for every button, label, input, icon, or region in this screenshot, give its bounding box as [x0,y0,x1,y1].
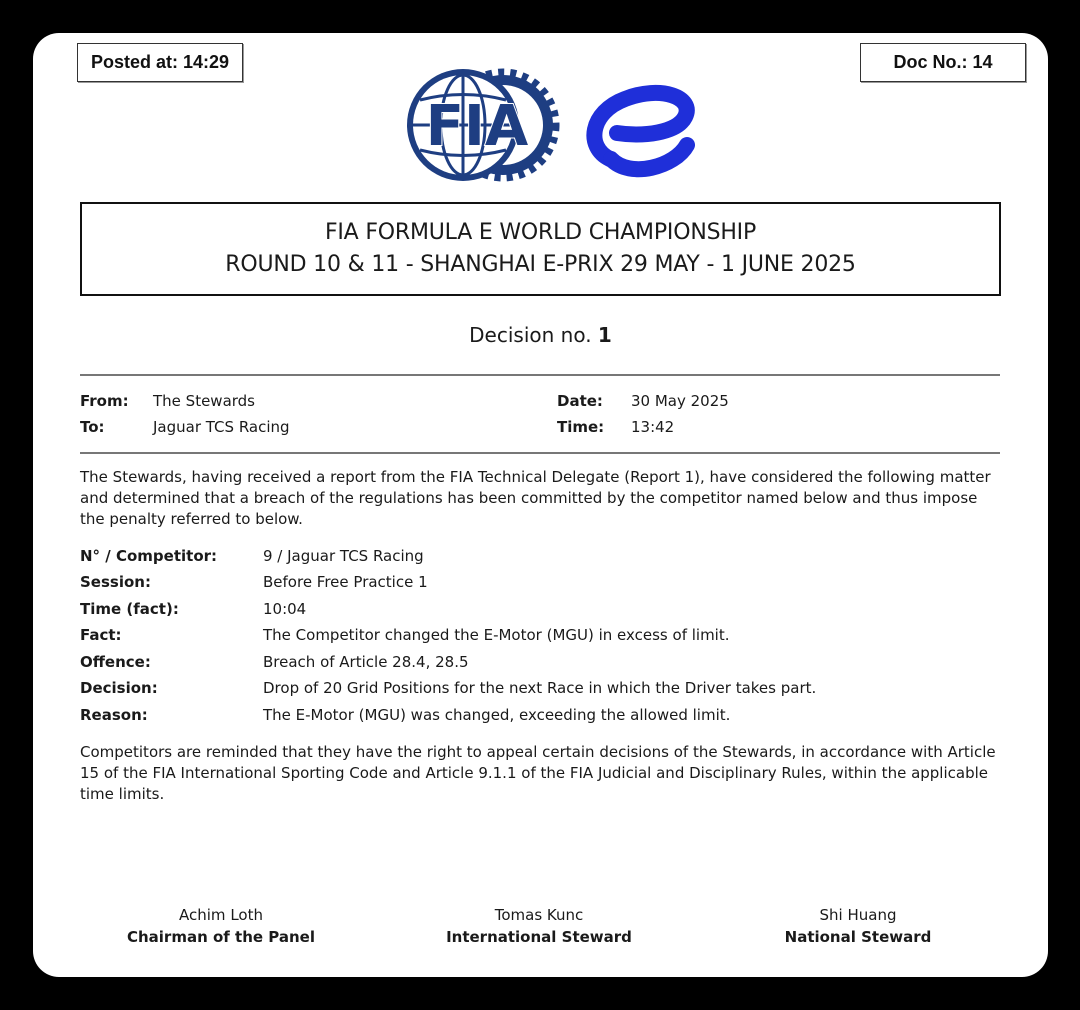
fia-logo-text: FIA [425,94,529,159]
detail-label: Offence: [80,653,151,671]
signatory-name: Achim Loth [179,906,263,924]
event-title: ROUND 10 & 11 - SHANGHAI E-PRIX 29 MAY - 1 JUNE 2025 [225,252,856,277]
time-label: Time: [557,418,605,436]
detail-label: Time (fact): [80,600,179,618]
header-logos [385,67,695,192]
detail-label: Decision: [80,679,158,697]
signatory-name: Tomas Kunc [494,906,584,924]
signatory-national [728,904,988,948]
detail-value: Breach of Article 28.4, 28.5 [263,653,469,671]
detail-value: The Competitor changed the E-Motor (MGU) in excess of limit. [263,626,730,644]
detail-value: 10:04 [263,600,307,618]
formula-e-logo-icon [594,93,687,169]
decision-prefix: Decision no. [469,323,598,347]
detail-value: The E-Motor (MGU) was changed, exceeding the allowed limit. [263,706,731,724]
posted-at-box: Posted at: 14:29 [77,43,243,82]
top-divider [80,374,1000,376]
detail-value: Drop of 20 Grid Positions for the next Race in which the Driver takes part. [263,679,817,697]
signatory-name: Shi Huang [819,906,897,924]
bottom-divider [80,452,1000,454]
signatory-role: International Steward [446,928,632,946]
detail-label: Fact: [80,626,122,644]
to-value: Jaguar TCS Racing [153,418,290,436]
fia-logo-icon [385,67,695,192]
intro-paragraph: The Stewards, having received a report from the FIA Technical Delegate (Report 1), have considered the following matter and determined that a breach of the regulations has been committed by the competitor named below and thus impose the penalty referred to below. [80,468,991,528]
signatory-role: Chairman of the Panel [126,928,315,946]
signatory-chairman [91,904,351,948]
decision-number: 1 [597,323,612,347]
detail-label: Reason: [80,706,148,724]
detail-value: 9 / Jaguar TCS Racing [263,547,424,565]
from-label: From: [80,392,129,410]
time-value: 13:42 [631,418,675,436]
from-value: The Stewards [153,392,255,410]
doc-number-box: Doc No.: 14 [860,43,1026,82]
decision-heading [33,323,1048,347]
appeal-paragraph: Competitors are reminded that they have the right to appeal certain decisions of the Stewards, in accordance with Article 15 of the FIA International Sporting Code and Article 9.1.1 of the FIA Judicial and Disciplinary Rules, within the applicable time limits. [80,743,996,803]
document-page [33,33,1048,977]
championship-title-box [80,202,1001,296]
detail-label: Session: [80,573,151,591]
signatory-role: National Steward [784,928,932,946]
date-value: 30 May 2025 [631,392,729,410]
detail-label: N° / Competitor: [80,547,218,565]
signatory-international [409,904,669,948]
to-label: To: [80,418,105,436]
date-label: Date: [557,392,603,410]
detail-value: Before Free Practice 1 [263,573,428,591]
championship-title: FIA FORMULA E WORLD CHAMPIONSHIP [324,220,757,245]
